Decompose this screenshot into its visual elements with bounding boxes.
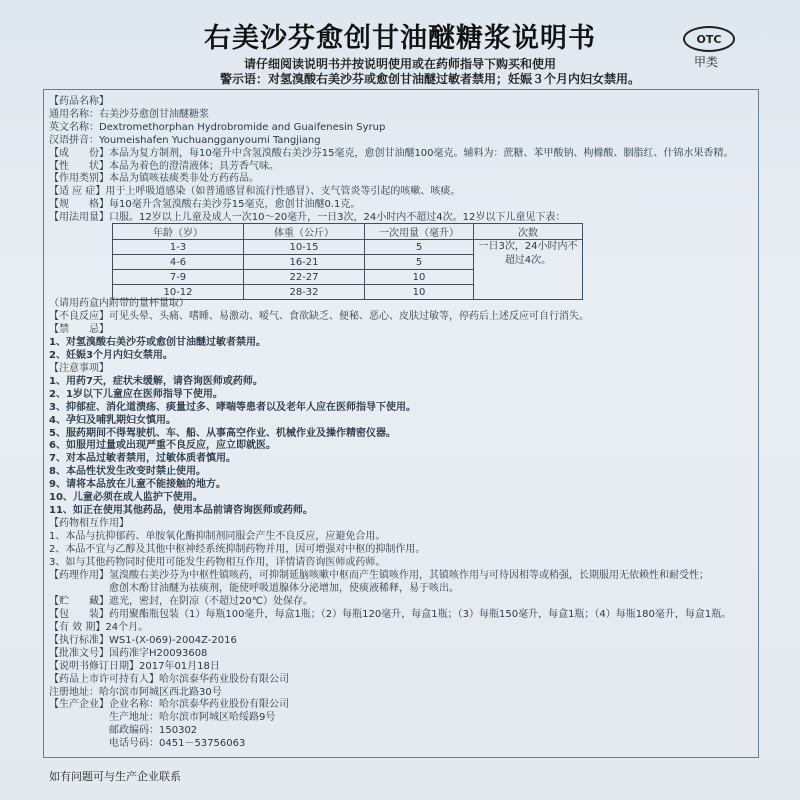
cell-dose: 5 — [365, 240, 474, 255]
text-line: 【执行标准】WS1-(X-069)-2004Z-2016 — [49, 634, 237, 646]
text-line: 【有 效 期】24个月。 — [49, 621, 149, 633]
cell-age: 10-12 — [113, 285, 244, 300]
table-row — [113, 240, 583, 255]
text-line: 【包 装】药用聚酯瓶包装（1）每瓶100毫升，每盒1瓶；（2）每瓶120毫升，每盒1瓶；（3）每瓶150毫升，每盒1瓶；（4）每瓶180毫升，每盒1瓶。 — [49, 608, 732, 620]
text-line: 10、儿童必须在成人监护下使用。 — [49, 492, 203, 504]
text-line: 【禁 忌】 — [49, 323, 109, 335]
cell-dose: 10 — [365, 285, 474, 300]
text-line: 【性 状】本品为着色的澄清液体；具芳香气味。 — [49, 160, 279, 172]
text-line: 1、本品与抗抑郁药、单胺氧化酶抑制剂同服会产生不良反应，应避免合用。 — [49, 531, 386, 543]
cell-weight: 16-21 — [244, 255, 365, 270]
text-line: 【规 格】每10毫升含氢溴酸右美沙芬15毫克，愈创甘油醚0.1克。 — [49, 199, 361, 211]
text-line: 【适 应 症】用于上呼吸道感染（如普通感冒和流行性感冒）、支气管炎等引起的咳嗽、咳痰。 — [49, 186, 461, 198]
cell-dose: 10 — [365, 270, 474, 285]
text-line: 愈创木酚甘油醚为祛痰剂，能使呼吸道腺体分泌增加，使痰液稀释，易于咳出。 — [49, 582, 459, 594]
text-line: （请用药盒内附带的量杯量取） — [49, 298, 189, 309]
text-line: 6、如服用过量或出现严重不良反应，应立即就医。 — [49, 440, 276, 452]
text-line: 8、本品性状发生改变时禁止使用。 — [49, 466, 206, 478]
text-line: 【药物相互作用】 — [49, 518, 129, 530]
header-frequency: 次数 — [474, 224, 583, 240]
text-line: 邮政编码：150302 — [49, 725, 198, 737]
cell-age: 4-6 — [113, 255, 244, 270]
text-line: 4、孕妇及哺乳期妇女慎用。 — [49, 414, 176, 426]
text-line: 2、1岁以下儿童应在医师指导下使用。 — [49, 388, 223, 400]
dose-table-header — [113, 224, 583, 240]
usage-notice: 请仔细阅读说明书并按说明使用或在药师指导下购买和使用 — [243, 57, 556, 71]
cell-age: 7-9 — [113, 270, 244, 285]
header-age: 年龄（岁） — [113, 224, 244, 240]
text-line: 9、请将本品放在儿童不能接触的地方。 — [49, 479, 226, 491]
text-line: 【贮 藏】遮光，密封，在阴凉（不超过20℃）处保存。 — [49, 595, 313, 607]
text-line: 生产地址：哈尔滨市阿城区哈绥路9号 — [49, 712, 276, 724]
cell-weight: 10-15 — [244, 240, 365, 255]
text-line: 【批准文号】国药准字H20093608 — [49, 647, 208, 659]
text-line: 11、如正在使用其他药品，使用本品前请咨询医师或药师。 — [49, 505, 313, 517]
otc-badge-icon: OTC — [683, 26, 735, 52]
contact-note: 如有问题可与生产企业联系 — [49, 770, 181, 783]
text-line: 【成 份】本品为复方制剂，每10毫升中含氢溴酸右美沙芬15毫克，愈创甘油醚100毫克。辅料为：蔗糖、苯甲酸钠、枸橼酸、胭脂红、什锦水果香精。 — [49, 147, 734, 159]
text-line: 【药理作用】氢溴酸右美沙芬为中枢性镇咳药，可抑制延脑咳嗽中枢而产生镇咳作用，其镇咳作用与可待因相等或稍强，长期服用无依赖性和耐受性； — [49, 569, 709, 581]
text-line: 汉语拼音：Youmeishafen Yuchuangganyoumi Tangjiang — [49, 134, 321, 146]
cell-weight: 22-27 — [244, 270, 365, 285]
text-line: 3、如与其他药物同时使用可能发生药物相互作用，详情请咨询医师或药师。 — [49, 557, 386, 568]
dose-table — [112, 223, 583, 300]
header-dose: 一次用量（毫升） — [365, 224, 474, 240]
text-line: 【注意事项】 — [49, 362, 109, 374]
page-title: 右美沙芬愈创甘油醚糖浆说明书 — [204, 23, 596, 54]
text-line: 【说明书修订日期】2017年01月18日 — [49, 660, 220, 672]
text-line: 2、妊娠3个月内妇女禁用。 — [49, 349, 173, 361]
otc-class-label: 甲类 — [694, 55, 719, 69]
text-line: 注册地址：哈尔滨市阿城区西北路30号 — [49, 686, 222, 698]
text-line: 5、服药期间不得驾驶机、车、船、从事高空作业、机械作业及操作精密仪器。 — [49, 427, 396, 439]
header-weight: 体重（公斤） — [244, 224, 365, 240]
text-line: 1、用药7天，症状未缓解，请咨询医师或药师。 — [49, 375, 263, 387]
text-line: 1、对氢溴酸右美沙芬或愈创甘油醚过敏者禁用。 — [49, 336, 266, 348]
text-line: 【药品上市许可持有人】哈尔滨泰华药业股份有限公司 — [49, 673, 289, 685]
text-line: 2、本品不宜与乙醇及其他中枢神经系统抑制药物并用，因可增强对中枢的抑制作用。 — [49, 544, 426, 556]
cell-frequency: 一日3次，24小时内不超过4次。 — [474, 240, 583, 300]
text-line: 7、对本品过敏者禁用，过敏体质者慎用。 — [49, 453, 236, 465]
text-line: 3、抑郁症、消化道溃疡、痰量过多、哮喘等患者以及老年人应在医师指导下使用。 — [49, 401, 416, 413]
text-line: 【不良反应】可见头晕、头痛、嗜睡、易激动、嗳气、食欲缺乏、便秘、恶心、皮肤过敏等，停药后上述反应可自行消失。 — [49, 310, 589, 322]
cell-age: 1-3 — [113, 240, 244, 255]
text-line: 【作用类别】本品为镇咳祛痰类非处方药药品。 — [49, 173, 259, 185]
text-line: 电话号码：0451－53756063 — [49, 738, 246, 750]
text-line: 英文名称：Dextromethorphan Hydrobromide and Guaifenesin Syrup — [49, 121, 386, 133]
warning-notice: 警示语：对氢溴酸右美沙芬或愈创甘油醚过敏者禁用；妊娠３个月内妇女禁用。 — [219, 72, 640, 86]
text-line: 【生产企业】企业名称：哈尔滨泰华药业股份有限公司 — [49, 699, 289, 711]
text-line: 通用名称：右美沙芬愈创甘油醚糖浆 — [49, 108, 209, 120]
cell-weight: 28-32 — [244, 285, 365, 300]
text-line: 【用法用量】口服。12岁以上儿童及成人一次10～20毫升，一日3次，24小时内不超过4次。12岁以下儿童见下表： — [49, 212, 566, 224]
cell-dose: 5 — [365, 255, 474, 270]
text-line: 【药品名称】 — [49, 96, 109, 107]
